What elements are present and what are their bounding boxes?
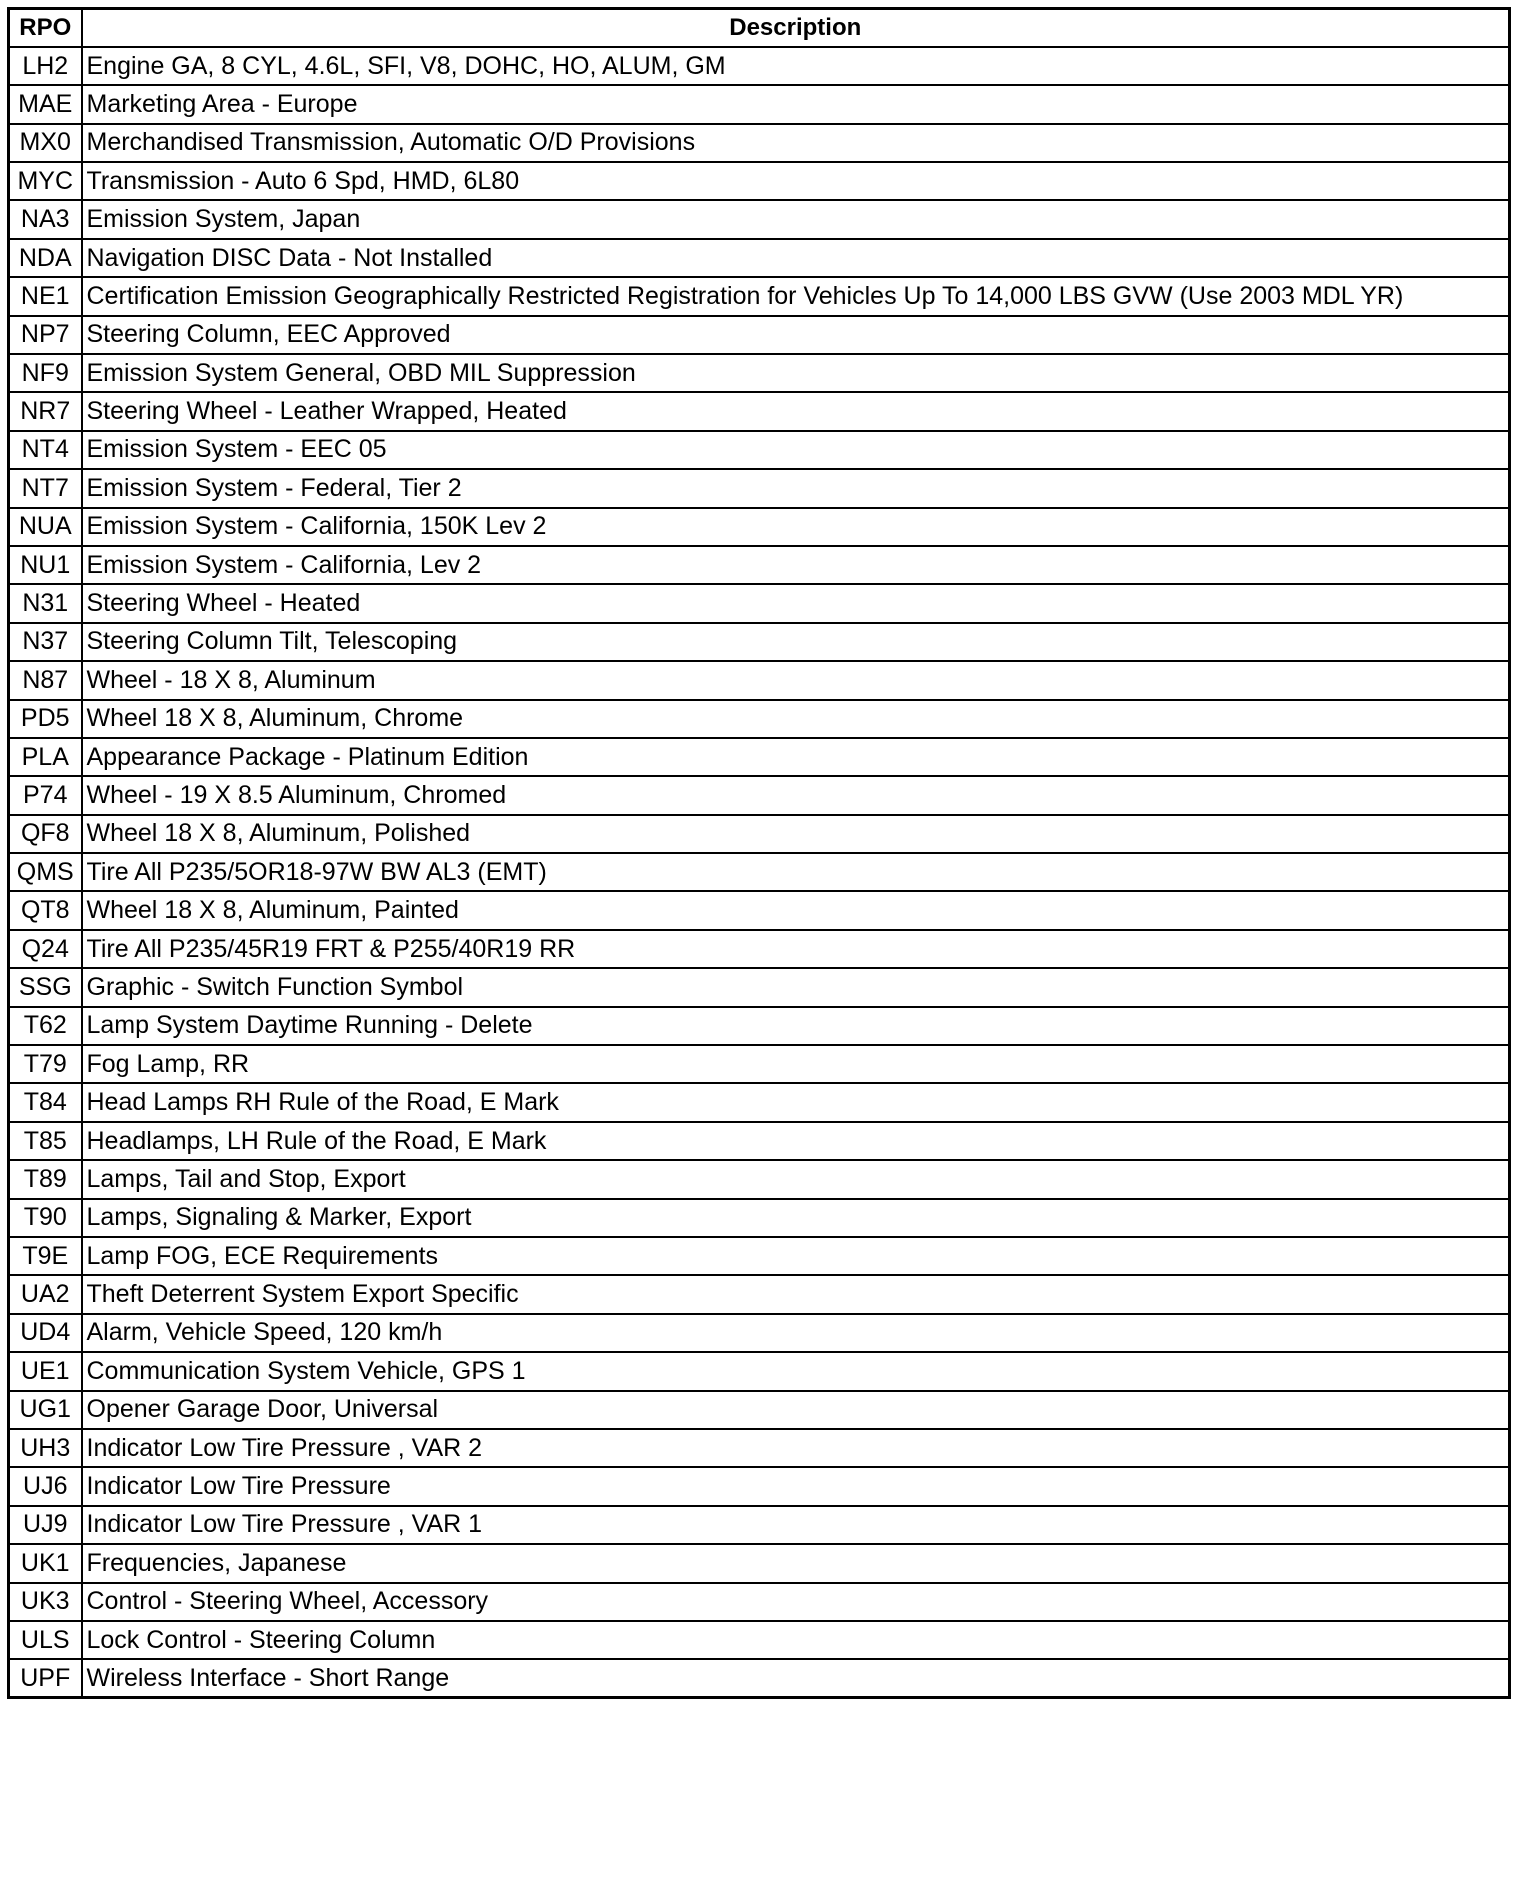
header-row (9, 9, 1510, 47)
table-row (9, 1429, 1510, 1467)
description-cell: Emission System - EEC 05 (82, 431, 1510, 469)
rpo-code-cell: T84 (9, 1083, 82, 1121)
table-row (9, 469, 1510, 507)
description-cell: Lamp System Daytime Running - Delete (82, 1007, 1510, 1045)
description-cell: Lamps, Signaling & Marker, Export (82, 1199, 1510, 1237)
description-cell: Transmission - Auto 6 Spd, HMD, 6L80 (82, 162, 1510, 200)
rpo-code-cell: NDA (9, 239, 82, 277)
description-cell: Lamps, Tail and Stop, Export (82, 1160, 1510, 1198)
rpo-table (7, 7, 1511, 1699)
description-cell: Certification Emission Geographically Restricted Registration for Vehicles Up To 14,000 LBS GVW (Use 2003 MDL YR) (82, 277, 1510, 315)
rpo-code-cell: N37 (9, 623, 82, 661)
table-row (9, 1352, 1510, 1390)
description-cell: Wheel - 18 X 8, Aluminum (82, 661, 1510, 699)
rpo-code-cell: NT7 (9, 469, 82, 507)
description-cell: Wheel 18 X 8, Aluminum, Chrome (82, 700, 1510, 738)
table-row (9, 1045, 1510, 1083)
description-cell: Emission System - Federal, Tier 2 (82, 469, 1510, 507)
rpo-code-cell: NA3 (9, 200, 82, 238)
table-row (9, 85, 1510, 123)
description-cell: Lamp FOG, ECE Requirements (82, 1237, 1510, 1275)
rpo-code-cell: N31 (9, 584, 82, 622)
rpo-code-cell: UJ6 (9, 1467, 82, 1505)
rpo-code-cell: UPF (9, 1659, 82, 1697)
table-row (9, 431, 1510, 469)
description-cell: Steering Column Tilt, Telescoping (82, 623, 1510, 661)
rpo-code-cell: UA2 (9, 1275, 82, 1313)
description-cell: Navigation DISC Data - Not Installed (82, 239, 1510, 277)
rpo-code-cell: NF9 (9, 354, 82, 392)
rpo-code-cell: PD5 (9, 700, 82, 738)
table-row (9, 815, 1510, 853)
rpo-code-cell: UG1 (9, 1391, 82, 1429)
rpo-code-cell: PLA (9, 738, 82, 776)
rpo-code-cell: UE1 (9, 1352, 82, 1390)
table-row (9, 239, 1510, 277)
table-row (9, 1659, 1510, 1697)
rpo-code-cell: LH2 (9, 47, 82, 85)
description-cell: Wheel 18 X 8, Aluminum, Polished (82, 815, 1510, 853)
table-row (9, 1391, 1510, 1429)
header-rpo: RPO (9, 9, 82, 47)
description-cell: Emission System - California, Lev 2 (82, 546, 1510, 584)
table-row (9, 1237, 1510, 1275)
description-cell: Engine GA, 8 CYL, 4.6L, SFI, V8, DOHC, HO, ALUM, GM (82, 47, 1510, 85)
table-row (9, 1083, 1510, 1121)
description-cell: Steering Column, EEC Approved (82, 316, 1510, 354)
table-body (9, 47, 1510, 1698)
table-row (9, 392, 1510, 430)
rpo-code-cell: SSG (9, 968, 82, 1006)
table-row (9, 47, 1510, 85)
description-cell: Headlamps, LH Rule of the Road, E Mark (82, 1122, 1510, 1160)
table-row (9, 1122, 1510, 1160)
table-row (9, 162, 1510, 200)
description-cell: Lock Control - Steering Column (82, 1621, 1510, 1659)
table-row (9, 700, 1510, 738)
rpo-code-cell: T90 (9, 1199, 82, 1237)
description-cell: Wheel 18 X 8, Aluminum, Painted (82, 891, 1510, 929)
rpo-code-cell: QT8 (9, 891, 82, 929)
rpo-code-cell: ULS (9, 1621, 82, 1659)
rpo-code-cell: NUA (9, 508, 82, 546)
table-row (9, 277, 1510, 315)
description-cell: Emission System - California, 150K Lev 2 (82, 508, 1510, 546)
description-cell: Control - Steering Wheel, Accessory (82, 1583, 1510, 1621)
rpo-code-cell: UH3 (9, 1429, 82, 1467)
table-row (9, 508, 1510, 546)
table-row (9, 891, 1510, 929)
rpo-code-cell: P74 (9, 776, 82, 814)
description-cell: Tire All P235/45R19 FRT & P255/40R19 RR (82, 930, 1510, 968)
rpo-code-cell: T85 (9, 1122, 82, 1160)
description-cell: Wheel - 19 X 8.5 Aluminum, Chromed (82, 776, 1510, 814)
description-cell: Marketing Area - Europe (82, 85, 1510, 123)
table-row (9, 354, 1510, 392)
rpo-code-cell: QMS (9, 853, 82, 891)
description-cell: Indicator Low Tire Pressure (82, 1467, 1510, 1505)
table-row (9, 661, 1510, 699)
description-cell: Steering Wheel - Heated (82, 584, 1510, 622)
description-cell: Fog Lamp, RR (82, 1045, 1510, 1083)
rpo-code-cell: Q24 (9, 930, 82, 968)
rpo-code-cell: T89 (9, 1160, 82, 1198)
table-row (9, 1314, 1510, 1352)
rpo-code-cell: T62 (9, 1007, 82, 1045)
table-row (9, 1506, 1510, 1544)
table-row (9, 1583, 1510, 1621)
description-cell: Alarm, Vehicle Speed, 120 km/h (82, 1314, 1510, 1352)
table-row (9, 1007, 1510, 1045)
table-row (9, 124, 1510, 162)
rpo-code-cell: UK3 (9, 1583, 82, 1621)
rpo-code-cell: NP7 (9, 316, 82, 354)
rpo-code-cell: T79 (9, 1045, 82, 1083)
rpo-code-cell: NE1 (9, 277, 82, 315)
rpo-code-cell: NT4 (9, 431, 82, 469)
rpo-code-cell: UJ9 (9, 1506, 82, 1544)
description-cell: Emission System, Japan (82, 200, 1510, 238)
table-row (9, 546, 1510, 584)
description-cell: Emission System General, OBD MIL Suppression (82, 354, 1510, 392)
rpo-code-cell: MX0 (9, 124, 82, 162)
rpo-code-cell: UK1 (9, 1544, 82, 1582)
rpo-code-cell: T9E (9, 1237, 82, 1275)
description-cell: Merchandised Transmission, Automatic O/D Provisions (82, 124, 1510, 162)
table-row (9, 623, 1510, 661)
description-cell: Head Lamps RH Rule of the Road, E Mark (82, 1083, 1510, 1121)
table-row (9, 1160, 1510, 1198)
table-row (9, 738, 1510, 776)
table-row (9, 853, 1510, 891)
table-row (9, 930, 1510, 968)
rpo-code-cell: MAE (9, 85, 82, 123)
table-row (9, 200, 1510, 238)
table-row (9, 1199, 1510, 1237)
description-cell: Indicator Low Tire Pressure , VAR 2 (82, 1429, 1510, 1467)
description-cell: Frequencies, Japanese (82, 1544, 1510, 1582)
description-cell: Opener Garage Door, Universal (82, 1391, 1510, 1429)
rpo-code-cell: N87 (9, 661, 82, 699)
rpo-code-cell: QF8 (9, 815, 82, 853)
table-row (9, 1275, 1510, 1313)
description-cell: Tire All P235/5OR18-97W BW AL3 (EMT) (82, 853, 1510, 891)
description-cell: Theft Deterrent System Export Specific (82, 1275, 1510, 1313)
table-row (9, 1544, 1510, 1582)
rpo-code-cell: NU1 (9, 546, 82, 584)
rpo-code-cell: MYC (9, 162, 82, 200)
header-description: Description (82, 9, 1510, 47)
description-cell: Steering Wheel - Leather Wrapped, Heated (82, 392, 1510, 430)
description-cell: Appearance Package - Platinum Edition (82, 738, 1510, 776)
table-row (9, 584, 1510, 622)
table-row (9, 968, 1510, 1006)
description-cell: Indicator Low Tire Pressure , VAR 1 (82, 1506, 1510, 1544)
description-cell: Wireless Interface - Short Range (82, 1659, 1510, 1697)
table-row (9, 776, 1510, 814)
rpo-code-cell: UD4 (9, 1314, 82, 1352)
table-row (9, 1621, 1510, 1659)
table-row (9, 1467, 1510, 1505)
table-row (9, 316, 1510, 354)
description-cell: Communication System Vehicle, GPS 1 (82, 1352, 1510, 1390)
description-cell: Graphic - Switch Function Symbol (82, 968, 1510, 1006)
rpo-code-cell: NR7 (9, 392, 82, 430)
